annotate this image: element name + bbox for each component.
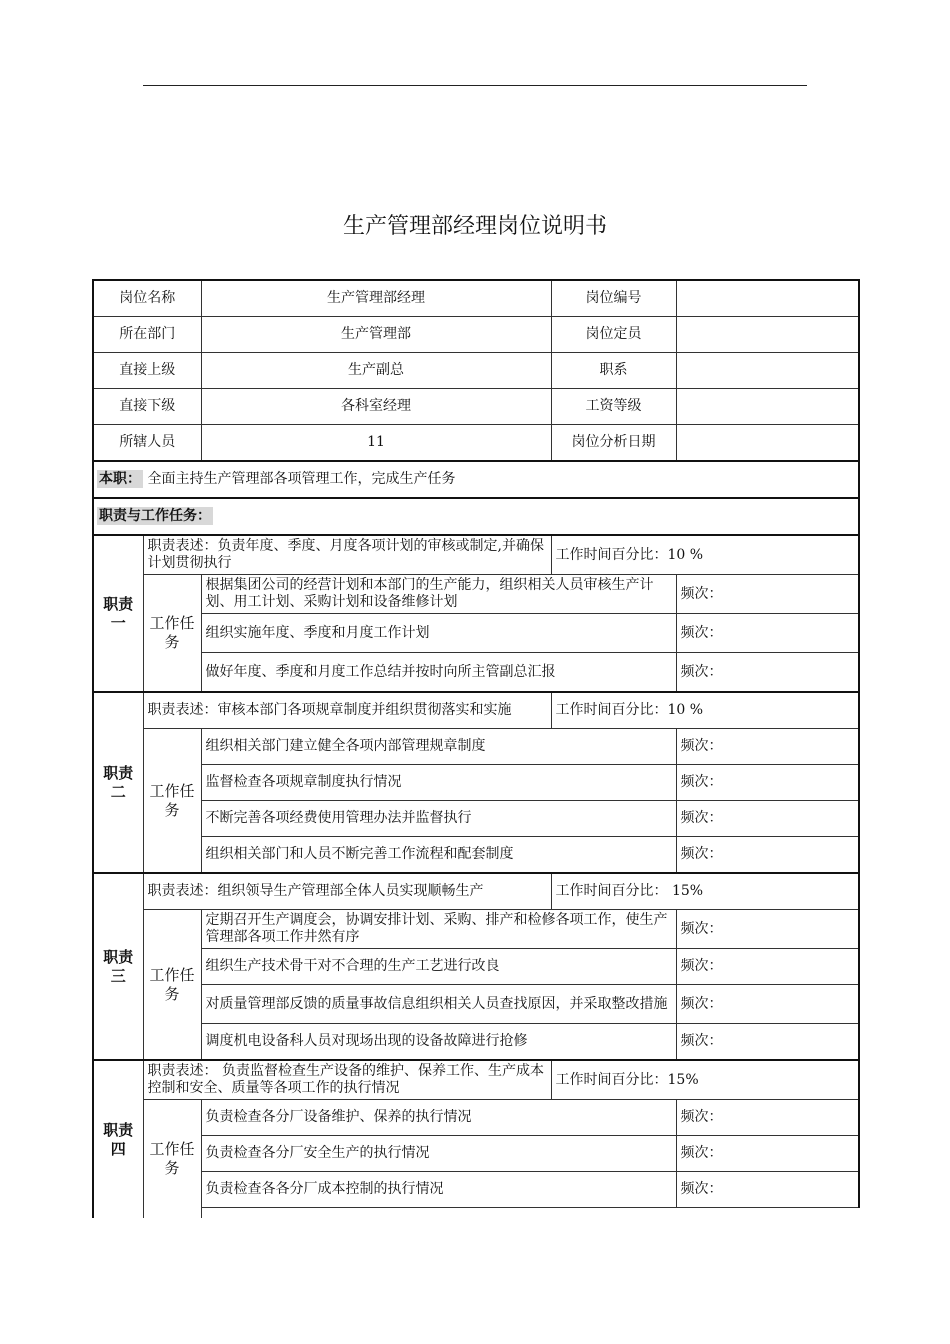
info-value: [676, 353, 859, 389]
info-row: [93, 425, 859, 462]
header-rule: [143, 85, 807, 86]
task-row: [93, 729, 859, 765]
section-label: 职责四: [93, 1060, 143, 1218]
section-desc-row: [93, 535, 859, 575]
task-row: [93, 1172, 859, 1208]
info-label: 直接上级: [93, 353, 201, 389]
info-label: 岗位定员: [551, 317, 676, 353]
task-frequency: 频次：: [676, 653, 859, 693]
task-label: 工作任务: [143, 1100, 201, 1219]
task-row: [93, 985, 859, 1024]
info-label: 岗位名称: [93, 280, 201, 317]
task-row: [93, 614, 859, 653]
info-label: 所在部门: [93, 317, 201, 353]
task-text: 做好年度、季度和月度工作总结并按时向所主管副总汇报: [201, 653, 676, 693]
task-row: [93, 653, 859, 693]
task-label: 工作任务: [143, 729, 201, 874]
task-row: [93, 1024, 859, 1061]
document-title: 生产管理部经理岗位说明书: [342, 214, 607, 239]
info-label: 岗位分析日期: [551, 425, 676, 462]
section-desc-row: [93, 692, 859, 729]
task-text: 负责检查各分厂安全生产的执行情况: [201, 1136, 676, 1172]
info-label: 所辖人员: [93, 425, 201, 462]
section-label: 职责二: [93, 692, 143, 873]
task-row: [93, 910, 859, 949]
duty-row: [93, 461, 859, 498]
task-text: 组织相关部门和人员不断完善工作流程和配套制度: [201, 837, 676, 874]
section-desc: 职责表述：组织领导生产管理部全体人员实现顺畅生产: [143, 873, 551, 910]
duty-text: 全面主持生产管理部各项管理工作，完成生产任务: [147, 471, 456, 487]
info-value: [676, 425, 859, 462]
task-frequency: 频次：: [676, 575, 859, 614]
duty-label: 本职：: [99, 471, 141, 487]
responsibilities-header-row: [93, 498, 859, 535]
task-row: [93, 801, 859, 837]
task-frequency: 频次：: [676, 1136, 859, 1172]
section-desc: 职责表述： 负责监督检查生产设备的维护、保养工作、生产成本控制和安全、质量等各项工作的执行情况: [143, 1060, 551, 1100]
task-frequency: 频次：: [676, 765, 859, 801]
section-desc-row: [93, 873, 859, 910]
section-desc-row: [93, 1060, 859, 1100]
section-label: 职责一: [93, 535, 143, 692]
section-desc: 职责表述：负责年度、季度、月度各项计划的审核或制定,并确保计划贯彻执行: [143, 535, 551, 575]
task-text: 负责检查各各分厂成本控制的执行情况: [201, 1172, 676, 1208]
task-label: 工作任务: [143, 575, 201, 693]
info-row: [93, 317, 859, 353]
info-row: [93, 280, 859, 317]
task-text: 组织实施年度、季度和月度工作计划: [201, 614, 676, 653]
task-row: [93, 949, 859, 985]
info-value: [676, 389, 859, 425]
time-percent: 工作时间百分比：10 %: [551, 535, 859, 575]
task-row: [93, 837, 859, 874]
info-row: [93, 353, 859, 389]
info-value: [676, 280, 859, 317]
info-value: 生产管理部经理: [201, 280, 551, 317]
section-label: 职责三: [93, 873, 143, 1060]
info-value: 生产副总: [201, 353, 551, 389]
info-value: 生产管理部: [201, 317, 551, 353]
task-frequency: 频次：: [676, 985, 859, 1024]
task-label: 工作任务: [143, 910, 201, 1061]
section-desc: 职责表述：审核本部门各项规章制度并组织贯彻落实和实施: [143, 692, 551, 729]
task-frequency: 频次：: [676, 837, 859, 874]
task-frequency: 频次：: [676, 949, 859, 985]
task-frequency: 频次：: [676, 1172, 859, 1208]
task-text: 负责检查各分厂设备维护、保养的执行情况: [201, 1100, 676, 1136]
job-description-table: [92, 279, 860, 1218]
task-row: [93, 765, 859, 801]
info-value: 各科室经理: [201, 389, 551, 425]
info-label: 岗位编号: [551, 280, 676, 317]
task-text: 根据集团公司的经营计划和本部门的生产能力，组织相关人员审核生产计划、用工计划、采购计划和设备维修计划: [201, 575, 676, 614]
info-value: [676, 317, 859, 353]
info-label: 工资等级: [551, 389, 676, 425]
task-frequency: 频次：: [676, 1100, 859, 1136]
time-percent: 工作时间百分比：15%: [551, 1060, 859, 1100]
task-text: 对质量管理部反馈的质量事故信息组织相关人员查找原因，并采取整改措施: [201, 985, 676, 1024]
task-row: [93, 1136, 859, 1172]
task-row: [93, 575, 859, 614]
info-value: 11: [201, 425, 551, 462]
task-text: 组织生产技术骨干对不合理的生产工艺进行改良: [201, 949, 676, 985]
task-frequency: 频次：: [676, 910, 859, 949]
task-frequency: 频次：: [676, 729, 859, 765]
time-percent: 工作时间百分比： 15%: [551, 873, 859, 910]
task-text: 监督检查各项规章制度执行情况: [201, 765, 676, 801]
info-label: 职系: [551, 353, 676, 389]
task-text: 不断完善各项经费使用管理办法并监督执行: [201, 801, 676, 837]
responsibilities-label: 职责与工作任务：: [99, 508, 211, 524]
task-frequency: 频次：: [676, 801, 859, 837]
info-row: [93, 389, 859, 425]
task-row: [93, 1100, 859, 1136]
table-continuation: [93, 1208, 859, 1219]
info-label: 直接下级: [93, 389, 201, 425]
task-frequency: 频次：: [676, 614, 859, 653]
task-frequency: 频次：: [676, 1024, 859, 1061]
time-percent: 工作时间百分比：10 %: [551, 692, 859, 729]
task-text: 组织相关部门建立健全各项内部管理规章制度: [201, 729, 676, 765]
task-text: 定期召开生产调度会，协调安排计划、采购、排产和检修各项工作，使生产管理部各项工作井然有序: [201, 910, 676, 949]
task-text: 调度机电设备科人员对现场出现的设备故障进行抢修: [201, 1024, 676, 1061]
